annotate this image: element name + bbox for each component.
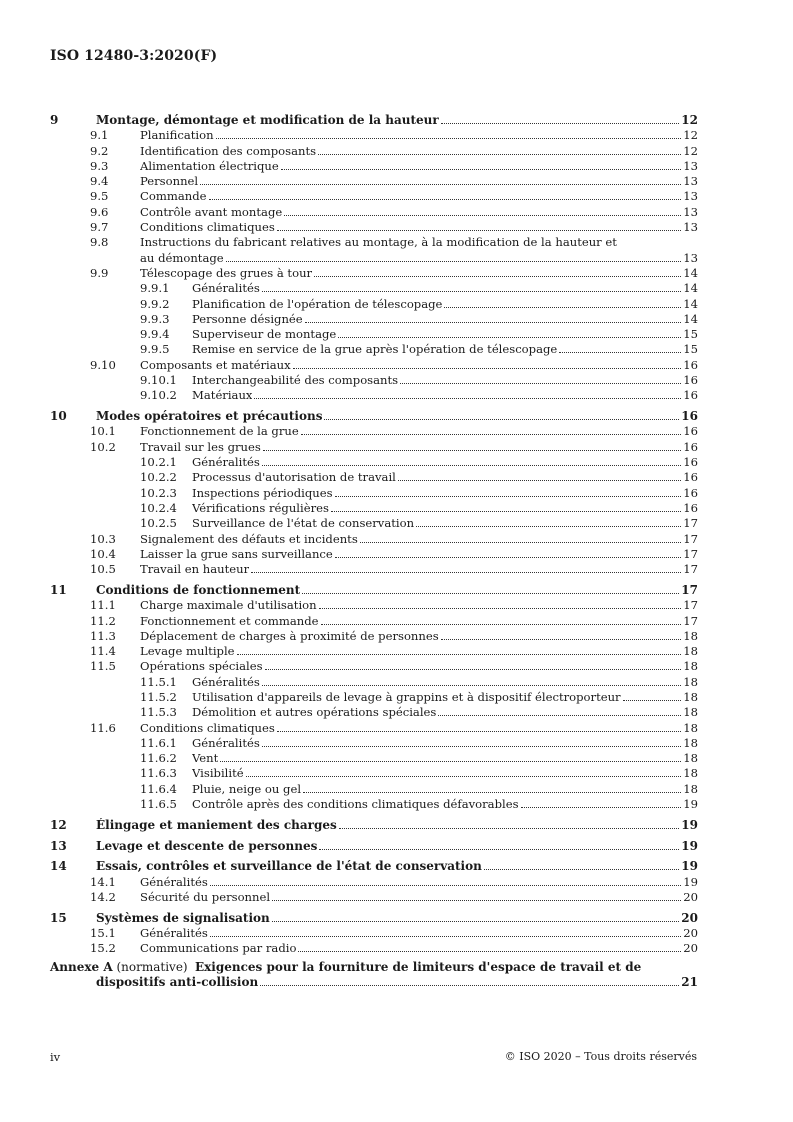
toc-page: 18 <box>683 644 698 659</box>
document-id: ISO 12480-3:2020(F) <box>50 48 218 64</box>
toc-number: 10.2.2 <box>140 470 177 485</box>
leader-dots <box>444 306 681 308</box>
toc-page: 18 <box>683 751 698 766</box>
toc-section-9[interactable] <box>50 113 698 128</box>
toc-number: 11.5.3 <box>140 705 177 720</box>
toc-section-12[interactable] <box>50 818 698 833</box>
toc-title: Vent <box>192 751 219 766</box>
toc-page: 19 <box>681 838 698 853</box>
leader-dots <box>216 137 682 139</box>
toc-number: 9.4 <box>90 174 109 189</box>
toc-page: 17 <box>683 598 698 613</box>
leader-dots <box>321 623 682 625</box>
toc-title: Laisser la grue sans surveillance <box>140 546 333 561</box>
toc-number: 11.6.2 <box>140 751 177 766</box>
toc-page: 16 <box>683 470 698 485</box>
toc-page: 18 <box>683 659 698 674</box>
toc-page: 16 <box>683 373 698 388</box>
toc-title: Commande <box>140 189 207 204</box>
toc-page: 18 <box>683 689 698 704</box>
toc-title: Fonctionnement de la grue <box>140 424 299 439</box>
toc-page: 18 <box>683 628 698 643</box>
toc-item[interactable] <box>50 562 698 577</box>
toc-title: Levage et descente de personnes <box>96 838 318 853</box>
toc-number: 9.10 <box>90 357 116 372</box>
toc-title: Conditions de fonctionnement <box>96 582 301 597</box>
toc-number: 10.2.4 <box>140 500 177 515</box>
toc-number: 10.2.1 <box>140 455 177 470</box>
toc-page: 13 <box>683 220 698 235</box>
leader-dots <box>484 868 679 870</box>
leader-dots <box>210 935 681 937</box>
toc-title: Levage multiple <box>140 644 235 659</box>
toc-title: Essais, contrôles et surveillance de l'état de conservation <box>96 859 482 874</box>
toc-page: 17 <box>683 613 698 628</box>
leader-dots <box>324 418 679 420</box>
toc-item[interactable] <box>50 532 698 547</box>
toc-title: Communications par radio <box>140 941 297 956</box>
leader-dots <box>262 684 681 686</box>
toc-item[interactable] <box>50 875 698 890</box>
toc-title: Généralités <box>140 926 208 941</box>
toc-number: 10.2 <box>90 439 116 454</box>
toc-page: 16 <box>683 424 698 439</box>
toc-section-11[interactable] <box>50 583 698 598</box>
toc-item[interactable] <box>50 128 698 143</box>
toc-title: Travail sur les grues <box>140 439 261 454</box>
toc-section-15[interactable] <box>50 911 698 926</box>
leader-dots <box>319 607 682 609</box>
toc-page: 16 <box>683 500 698 515</box>
toc-page: 12 <box>683 128 698 143</box>
toc-item[interactable] <box>50 358 698 373</box>
toc-subitem[interactable] <box>50 373 698 388</box>
toc-item[interactable] <box>50 721 698 736</box>
leader-dots <box>298 950 681 952</box>
toc-title: Vérifications régulières <box>192 500 329 515</box>
toc-title: Généralités <box>192 281 260 296</box>
toc-subitem[interactable] <box>50 297 698 312</box>
leader-dots <box>623 699 682 701</box>
toc-title-line1: Instructions du fabricant relatives au montage, à la modification de la hauteur et <box>140 235 617 250</box>
toc-title: Interchangeabilité des composants <box>192 373 399 388</box>
toc-page: 18 <box>683 720 698 735</box>
toc-number: 11.6.3 <box>140 766 177 781</box>
toc-subitem[interactable] <box>50 797 698 812</box>
toc-title: Sécurité du personnel <box>140 890 271 905</box>
toc-title: Matériaux <box>192 388 253 403</box>
toc-item[interactable] <box>50 424 698 439</box>
toc-number: 11.4 <box>90 644 116 659</box>
toc-number: 10.4 <box>90 546 116 561</box>
toc-subitem[interactable] <box>50 327 698 342</box>
toc-page: 16 <box>683 455 698 470</box>
toc-title: Processus d'autorisation de travail <box>192 470 396 485</box>
toc-page: 19 <box>681 859 698 874</box>
toc-number: 9.5 <box>90 189 109 204</box>
leader-dots <box>314 275 681 277</box>
toc-number: 11.6 <box>90 720 116 735</box>
footer-page-number: iv <box>50 1050 61 1064</box>
toc-number: 11.5.1 <box>140 674 177 689</box>
leader-dots <box>438 714 681 716</box>
toc-item-9-8[interactable] <box>50 235 698 250</box>
toc-title: Modes opératoires et précautions <box>96 409 323 424</box>
toc-page: 17 <box>683 546 698 561</box>
toc-page: 18 <box>683 781 698 796</box>
toc-item[interactable] <box>50 174 698 189</box>
leader-dots <box>263 449 681 451</box>
toc-title: Déplacement de charges à proximité de personnes <box>140 628 439 643</box>
toc-annex-a[interactable] <box>50 960 698 975</box>
toc-number: 11.5 <box>90 659 116 674</box>
leader-dots <box>281 168 681 170</box>
leader-dots <box>209 198 682 200</box>
toc-title: Généralités <box>192 455 260 470</box>
leader-dots <box>335 556 681 558</box>
toc-number: 10.5 <box>90 562 116 577</box>
annex-label-bold: Annexe A <box>50 959 113 974</box>
toc-item[interactable] <box>50 598 698 613</box>
toc-number: 9.10.2 <box>140 388 177 403</box>
toc-subitem[interactable] <box>50 766 698 781</box>
toc-title: Personne désignée <box>192 311 303 326</box>
toc-page: 13 <box>683 174 698 189</box>
toc-subitem[interactable] <box>50 705 698 720</box>
toc-number: 11.6.5 <box>140 797 177 812</box>
toc-title: Remise en service de la grue après l'opération de télescopage <box>192 342 558 357</box>
toc-number: 13 <box>50 838 67 853</box>
toc-item[interactable] <box>50 220 698 235</box>
toc-page: 13 <box>683 250 698 265</box>
toc-number: 9.7 <box>90 220 109 235</box>
toc-item[interactable] <box>50 644 698 659</box>
toc-title: Conditions climatiques <box>140 720 275 735</box>
toc-section-13[interactable] <box>50 839 698 854</box>
toc-title: Travail en hauteur <box>140 562 250 577</box>
toc-page: 16 <box>683 439 698 454</box>
toc-page: 14 <box>683 296 698 311</box>
leader-dots <box>302 592 679 594</box>
toc-number: 9.9.1 <box>140 281 170 296</box>
leader-dots <box>262 290 681 292</box>
toc-item[interactable] <box>50 189 698 204</box>
toc-item[interactable] <box>50 440 698 455</box>
annex-label-normal: (normative) <box>112 959 188 974</box>
leader-dots <box>319 848 679 850</box>
leader-dots <box>398 479 681 481</box>
toc-title: Fonctionnement et commande <box>140 613 319 628</box>
leader-dots <box>251 571 681 573</box>
toc-page: 20 <box>683 941 698 956</box>
leader-dots <box>200 183 681 185</box>
leader-dots <box>220 760 681 762</box>
toc-page: 18 <box>683 674 698 689</box>
toc-page: 18 <box>683 735 698 750</box>
toc-annex-a-cont[interactable] <box>50 975 698 990</box>
toc-page: 18 <box>683 705 698 720</box>
leader-dots <box>559 351 681 353</box>
toc-title: Composants et matériaux <box>140 357 291 372</box>
toc-number: 10.2.3 <box>140 485 177 500</box>
leader-dots <box>246 775 682 777</box>
toc-number: 9.9.5 <box>140 342 170 357</box>
toc-number: 9.3 <box>90 158 109 173</box>
leader-dots <box>301 433 682 435</box>
toc-page: 14 <box>683 265 698 280</box>
toc-title: Alimentation électrique <box>140 158 279 173</box>
toc-page: 16 <box>683 357 698 372</box>
toc-number: 9.10.1 <box>140 373 177 388</box>
toc-subitem[interactable] <box>50 342 698 357</box>
toc-section-10[interactable] <box>50 409 698 424</box>
toc-number: 11.5.2 <box>140 689 177 704</box>
toc-page: 19 <box>683 797 698 812</box>
toc-number: 9 <box>50 113 59 127</box>
toc-title: Superviseur de montage <box>192 327 337 342</box>
leader-dots <box>521 806 682 808</box>
annex-title-line2: dispositifs anti-collision <box>96 975 259 990</box>
annex-title-line1: Exigences pour la fourniture de limiteurs d'espace de travail et de <box>195 959 642 974</box>
leader-dots <box>293 367 682 369</box>
toc-item[interactable] <box>50 890 698 905</box>
toc-page: 20 <box>681 910 698 925</box>
leader-dots <box>305 321 682 323</box>
toc-number: 9.9.4 <box>140 327 170 342</box>
toc-page: 19 <box>681 817 698 832</box>
annex-label <box>50 960 188 975</box>
toc-title: Systèmes de signalisation <box>96 910 270 925</box>
toc-title: Surveillance de l'état de conservation <box>192 516 415 531</box>
toc-title: Personnel <box>140 174 199 189</box>
toc-number: 12 <box>50 817 67 832</box>
toc-title: Opérations spéciales <box>140 659 263 674</box>
toc-item[interactable] <box>50 629 698 644</box>
toc-subitem[interactable] <box>50 470 698 485</box>
leader-dots <box>284 214 681 216</box>
toc-title: Conditions climatiques <box>140 220 275 235</box>
toc-subitem[interactable] <box>50 388 698 403</box>
toc-page: 20 <box>683 890 698 905</box>
toc-subitem[interactable] <box>50 675 698 690</box>
toc-item-9-8-cont[interactable] <box>50 251 698 266</box>
toc-title: Généralités <box>192 735 260 750</box>
toc-title: Pluie, neige ou gel <box>192 781 302 796</box>
toc-number: 10.2.5 <box>140 516 177 531</box>
leader-dots <box>416 525 681 527</box>
toc-number: 10 <box>50 409 67 424</box>
toc-page: 13 <box>683 204 698 219</box>
leader-dots <box>335 495 682 497</box>
leader-dots <box>265 668 682 670</box>
toc-title: Signalement des défauts et incidents <box>140 531 358 546</box>
toc-item[interactable] <box>50 926 698 941</box>
toc-title: Élingage et maniement des charges <box>96 817 337 832</box>
toc-page: 14 <box>683 281 698 296</box>
toc-number: 14 <box>50 859 67 874</box>
toc-item[interactable] <box>50 159 698 174</box>
toc-number: 10.3 <box>90 531 116 546</box>
leader-dots <box>272 920 680 922</box>
toc-number: 14.2 <box>90 890 116 905</box>
toc-number: 9.9.2 <box>140 296 170 311</box>
toc-title: Montage, démontage et modification de la hauteur <box>96 113 439 127</box>
toc-page: 18 <box>683 766 698 781</box>
leader-dots <box>303 791 681 793</box>
toc-subitem[interactable] <box>50 690 698 705</box>
toc-page: 20 <box>683 926 698 941</box>
toc-number: 14.1 <box>90 874 116 889</box>
leader-dots <box>441 122 680 124</box>
toc-page: 16 <box>681 409 698 424</box>
toc-page: 12 <box>681 113 698 127</box>
leader-dots <box>260 984 679 986</box>
toc-number: 9.2 <box>90 143 109 158</box>
toc-title: Contrôle avant montage <box>140 204 283 219</box>
leader-dots <box>331 510 681 512</box>
toc-subitem[interactable] <box>50 751 698 766</box>
toc-number: 11.1 <box>90 598 116 613</box>
toc-title: Planification de l'opération de télescopage <box>192 296 443 311</box>
toc-title: Utilisation d'appareils de levage à grappins et à dispositif électroporteur <box>192 689 621 704</box>
toc-subitem[interactable] <box>50 516 698 531</box>
toc-title: Identification des composants <box>140 143 317 158</box>
toc-title: Télescopage des grues à tour <box>140 265 313 280</box>
toc-item[interactable] <box>50 205 698 220</box>
toc-number: 9.9.3 <box>140 311 170 326</box>
toc-subitem[interactable] <box>50 501 698 516</box>
leader-dots <box>262 745 681 747</box>
leader-dots <box>360 541 681 543</box>
toc-item[interactable] <box>50 547 698 562</box>
leader-dots <box>272 899 681 901</box>
toc-subitem[interactable] <box>50 486 698 501</box>
leader-dots <box>338 336 681 338</box>
toc-number: 11.2 <box>90 613 116 628</box>
toc-subitem[interactable] <box>50 455 698 470</box>
leader-dots <box>441 638 682 640</box>
leader-dots <box>237 653 682 655</box>
toc-number: 9.6 <box>90 204 109 219</box>
toc-number: 15.1 <box>90 926 116 941</box>
toc-page: 16 <box>683 388 698 403</box>
table-of-contents <box>50 113 698 990</box>
toc-title: Généralités <box>140 874 208 889</box>
toc-number: 9.1 <box>90 128 109 143</box>
toc-number: 15 <box>50 910 67 925</box>
toc-page: 15 <box>683 342 698 357</box>
leader-dots <box>210 884 681 886</box>
toc-subitem[interactable] <box>50 782 698 797</box>
toc-number: 11.6.4 <box>140 781 177 796</box>
toc-page: 13 <box>683 158 698 173</box>
toc-title-line2: au démontage <box>140 250 224 265</box>
toc-title: Démolition et autres opérations spéciales <box>192 705 437 720</box>
leader-dots <box>318 153 681 155</box>
toc-item[interactable] <box>50 266 698 281</box>
leader-dots <box>400 382 681 384</box>
toc-page: 19 <box>683 874 698 889</box>
toc-title: Visibilité <box>192 766 244 781</box>
toc-subitem[interactable] <box>50 281 698 296</box>
toc-number: 11.6.1 <box>140 735 177 750</box>
toc-page: 14 <box>683 311 698 326</box>
toc-number: 11.3 <box>90 628 116 643</box>
toc-page: 21 <box>681 975 698 990</box>
toc-title: Inspections périodiques <box>192 485 333 500</box>
leader-dots <box>277 730 681 732</box>
toc-number: 10.1 <box>90 424 116 439</box>
footer-copyright: © ISO 2020 – Tous droits réservés <box>504 1050 697 1063</box>
toc-number: 9.9 <box>90 265 109 280</box>
leader-dots <box>277 229 681 231</box>
toc-page: 17 <box>683 562 698 577</box>
toc-subitem[interactable] <box>50 312 698 327</box>
leader-dots <box>339 827 680 829</box>
leader-dots <box>254 397 681 399</box>
toc-page: 17 <box>683 531 698 546</box>
toc-page: 17 <box>683 516 698 531</box>
toc-title: Planification <box>140 128 214 143</box>
toc-subitem[interactable] <box>50 736 698 751</box>
toc-number: 9.8 <box>90 235 109 250</box>
toc-section-14[interactable] <box>50 859 698 874</box>
toc-page: 15 <box>683 327 698 342</box>
toc-number: 11 <box>50 582 67 597</box>
toc-item[interactable] <box>50 941 698 956</box>
leader-dots <box>262 464 681 466</box>
toc-page: 17 <box>681 582 698 597</box>
toc-title: Généralités <box>192 674 260 689</box>
toc-page: 13 <box>683 189 698 204</box>
toc-item[interactable] <box>50 144 698 159</box>
toc-item[interactable] <box>50 659 698 674</box>
toc-title: Contrôle après des conditions climatiques défavorables <box>192 797 519 812</box>
toc-page: 12 <box>683 143 698 158</box>
leader-dots <box>226 260 682 262</box>
toc-title: Charge maximale d'utilisation <box>140 598 317 613</box>
toc-number: 15.2 <box>90 941 116 956</box>
toc-item[interactable] <box>50 614 698 629</box>
toc-page: 16 <box>683 485 698 500</box>
